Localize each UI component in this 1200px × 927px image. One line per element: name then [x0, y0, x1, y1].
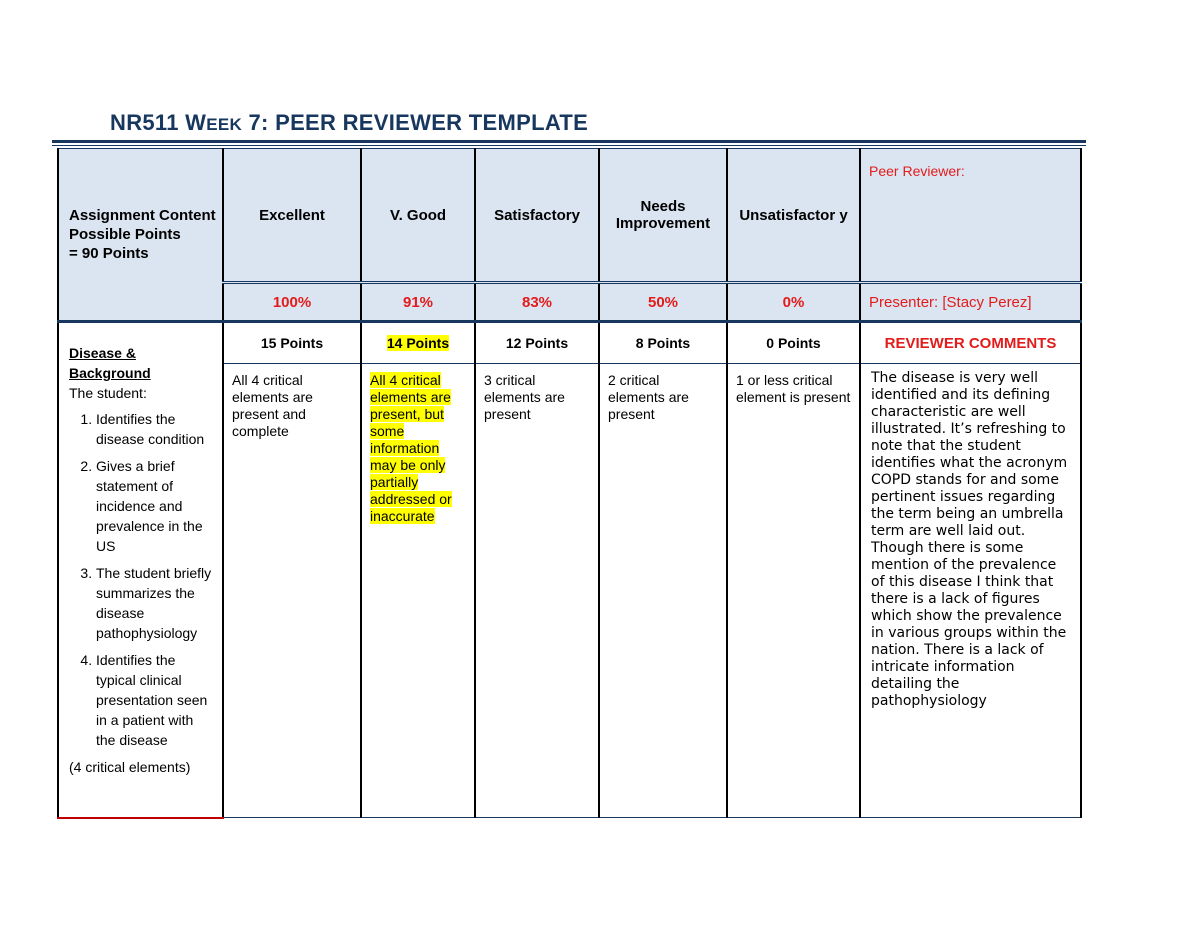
unsatisfactory-header: Unsatisfactor y: [727, 149, 860, 283]
vgood-description: All 4 critical elements are present, but some information may be only partially addressed or inaccurate: [370, 372, 452, 524]
needs-improvement-points: 8 Points: [599, 322, 727, 364]
satisfactory-percent: 83%: [475, 283, 599, 322]
excellent-header: Excellent: [223, 149, 361, 283]
title-underline-thin: [52, 145, 1086, 146]
vgood-description-cell: [361, 364, 475, 818]
list-item: 2. Gives a brief statement of incidence and prevalence in the US: [96, 456, 214, 556]
title-text-rest: 7: PEER REVIEWER TEMPLATE: [242, 110, 589, 135]
criteria-intro: The student:: [69, 385, 147, 401]
vgood-percent: 91%: [361, 283, 475, 322]
satisfactory-header: Satisfactory: [475, 149, 599, 283]
criteria-title: Disease & Background: [69, 345, 151, 381]
content-label: Assignment Content Possible Points: [69, 207, 216, 243]
criteria-list: [69, 409, 214, 750]
rubric-table: [57, 148, 1082, 819]
satisfactory-description: 3 critical elements are present: [475, 364, 599, 818]
excellent-description: All 4 critical elements are present and complete: [223, 364, 361, 818]
presenter-field: Presenter: [Stacy Perez]: [860, 283, 1081, 322]
reviewer-comments-heading: REVIEWER COMMENTS: [860, 322, 1081, 364]
vgood-points-cell: [361, 322, 475, 364]
criteria-cell: [58, 322, 223, 818]
satisfactory-points: 12 Points: [475, 322, 599, 364]
points-row: [58, 322, 1081, 364]
excellent-points: 15 Points: [223, 322, 361, 364]
page-title: [110, 110, 588, 136]
criteria-footer: (4 critical elements): [69, 759, 191, 775]
excellent-percent: 100%: [223, 283, 361, 322]
title-text-smallcaps: EEK: [206, 115, 243, 134]
unsatisfactory-percent: 0%: [727, 283, 860, 322]
list-item: 3. The student briefly summarizes the disease pathophysiology: [96, 563, 214, 643]
content-points-header: [58, 149, 223, 322]
list-item: 4. Identifies the typical clinical presentation seen in a patient with the disease: [96, 650, 214, 750]
vgood-points: 14 Points: [386, 335, 450, 351]
title-underline: [52, 140, 1086, 143]
needs-improvement-header: Needs Improvement: [599, 149, 727, 283]
total-points-label: = 90 Points: [69, 245, 149, 262]
needs-improvement-description: 2 critical elements are present: [599, 364, 727, 818]
unsatisfactory-points: 0 Points: [727, 322, 860, 364]
list-item: 1. Identifies the disease condition: [96, 409, 214, 449]
needs-improvement-percent: 50%: [599, 283, 727, 322]
unsatisfactory-description: 1 or less critical element is present: [727, 364, 860, 818]
header-row: [58, 149, 1081, 283]
title-text: NR511 W: [110, 110, 207, 135]
vgood-header: V. Good: [361, 149, 475, 283]
peer-reviewer-field: Peer Reviewer:: [860, 149, 1081, 283]
reviewer-comment-text: The disease is very well identified and its defining characteristic are well illustrated. It’s refreshing to note that the student identifies what the acronym COPD stands for and some pertinent issues regarding the term being an umbrella term are well laid out. Though there is some mention of the prevalence of this disease I think that there is a lack of figures which show the prevalence in various groups within the nation. There is a lack of intricate information detailing the pathophysiology: [860, 364, 1081, 818]
